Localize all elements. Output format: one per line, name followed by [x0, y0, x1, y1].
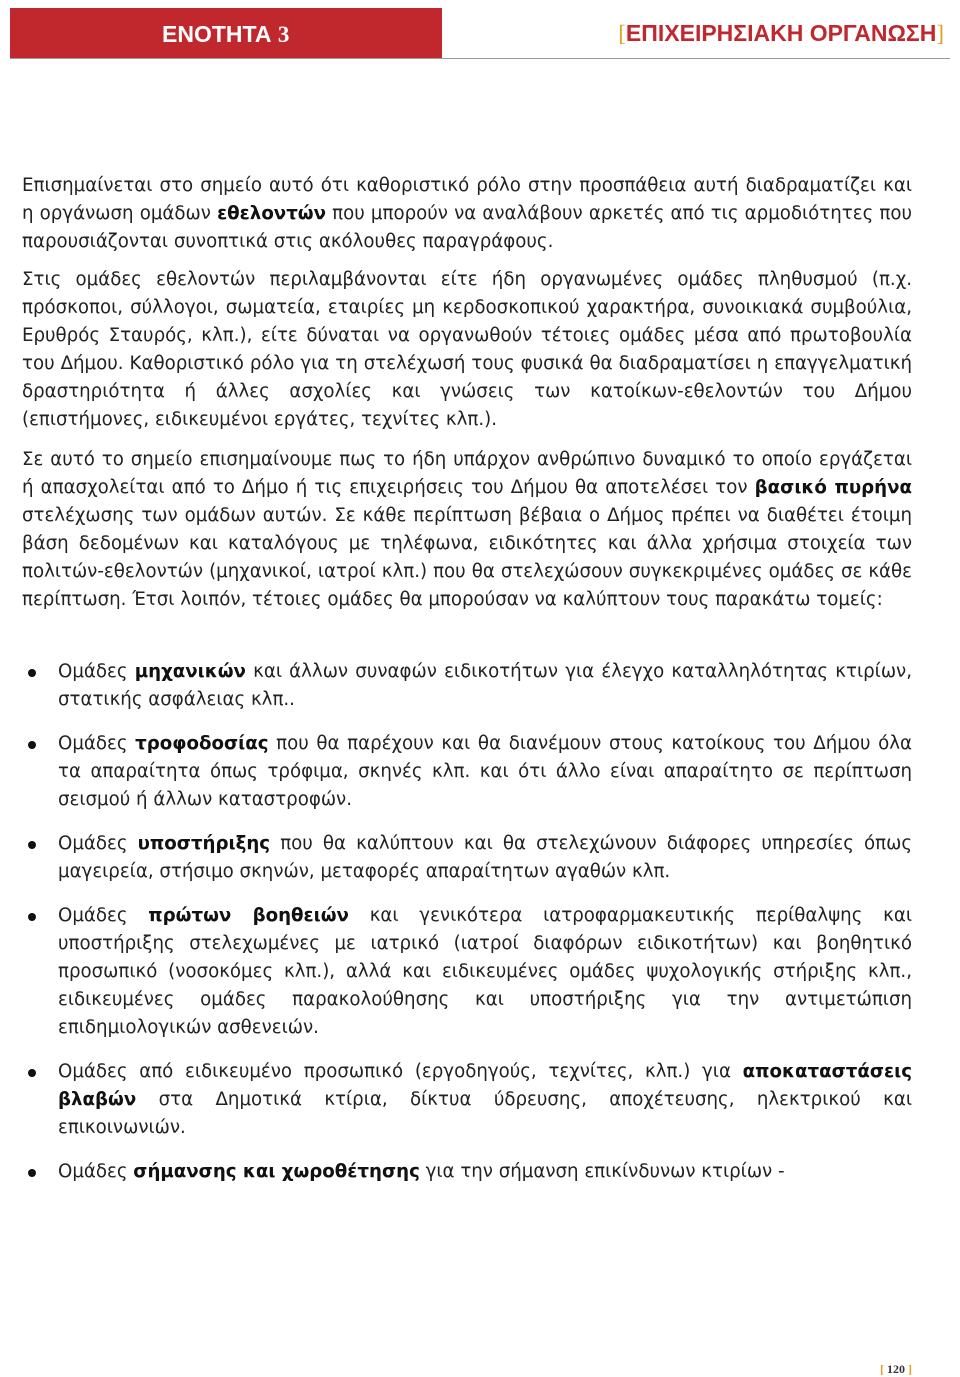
text-run: που μπορούν να αναλάβουν αρκετές από τις αρμοδιότητες που παρουσιάζονται συνοπτικά στις ακόλουθες παραγράφους. — [22, 203, 912, 252]
text-run: Ομάδες — [58, 733, 136, 754]
list-item — [22, 1158, 912, 1186]
list-item — [22, 1058, 912, 1142]
text-run: Στις ομάδες εθελοντών περιλαμβάνονται είτε ήδη οργανωμένες ομάδες πληθυσμού (π.χ. πρόσκοποι, σύλλογοι, σωματεία, εταιρίες μη κερδοσκοπικού χαρακτήρα, συνοικιακά συμβούλια, Ερυθρός Σταυρός, κλπ.), είτε δύναται να οργανωθούν τέτοιες ομάδες μέσα από πρωτοβουλία του Δήμου. Καθοριστικό ρόλο για τη στελέχωσή τους φυσικά θα διαδραματίσει η επαγγελματική δραστηριότητα ή άλλες ασχολίες και γνώσεις των κατοίκων-εθελοντών του Δήμου (επιστήμονες, ειδικευμένοι εργάτες, τεχνίτες κλπ.). — [22, 269, 912, 430]
emphasis-text: πρώτων βοηθειών — [148, 905, 349, 926]
section-label-box — [10, 8, 442, 58]
text-run: Ομάδες — [58, 833, 138, 854]
list-item-text — [58, 833, 912, 882]
team-types-list — [22, 658, 912, 1186]
page-number — [880, 1362, 912, 1377]
text-run: Ομάδες — [58, 661, 135, 682]
paragraph-core-staff — [22, 446, 912, 614]
emphasis-text: υποστήριξης — [137, 833, 271, 854]
emphasis-text: αποκαταστάσεις βλαβών — [58, 1061, 912, 1110]
list-item-text — [58, 905, 912, 1038]
list-item — [22, 730, 912, 814]
text-run: και άλλων συναφών ειδικοτήτων για έλεγχο καταλληλότητας κτιρίων, στατικής ασφάλειας κλπ.. — [58, 661, 912, 710]
text-run: που θα καλύπτουν και θα στελεχώνουν διάφορες υπηρεσίες όπως μαγειρεία, στήσιμο σκηνών, μεταφορές απαραίτητων αγαθών κλπ. — [58, 833, 913, 882]
list-item-text — [58, 733, 912, 810]
page-number-value: 120 — [887, 1362, 905, 1376]
section-number: 3 — [277, 22, 290, 47]
text-run: Ομάδες — [58, 905, 149, 926]
text-run: που θα παρέχουν και θα διανέμουν στους κατοίκους του Δήμου όλα τα απαραίτητα όπως τρόφιμα, σκηνές κλπ. και ότι άλλο είναι απαραίτητο σε περίπτωση σεισμού ή άλλων καταστροφών. — [58, 733, 912, 810]
header-divider — [10, 58, 950, 59]
page-number-bracket-open: [ — [880, 1362, 884, 1376]
text-run: για την σήμανση επικίνδυνων κτιρίων - — [419, 1161, 785, 1182]
bullet-icon — [28, 1169, 36, 1177]
document-body — [22, 172, 912, 1202]
section-title — [618, 20, 944, 47]
paragraph-volunteer-groups — [22, 266, 912, 434]
text-run: Ομάδες — [58, 1161, 134, 1182]
emphasis-text: τροφοδοσίας — [135, 733, 269, 754]
list-item — [22, 902, 912, 1042]
list-item-text — [58, 661, 912, 710]
section-title-bracket-open: [ — [618, 21, 626, 46]
list-item-text — [58, 1161, 785, 1182]
list-item — [22, 658, 912, 714]
emphasis-text: εθελοντών — [217, 203, 327, 224]
bullet-icon — [28, 1069, 36, 1077]
bullet-icon — [28, 741, 36, 749]
list-item-text — [58, 1061, 912, 1138]
bullet-icon — [28, 841, 36, 849]
text-run: στα Δημοτικά κτίρια, δίκτυα ύδρευσης, αποχέτευσης, ηλεκτρικού και επικοινωνιών. — [58, 1089, 912, 1138]
paragraph-volunteers — [22, 172, 912, 256]
text-run: Επισημαίνεται στο σημείο αυτό ότι καθοριστικό ρόλο στην προσπάθεια αυτή διαδραματίζει και η οργάνωση ομάδων — [22, 175, 912, 224]
emphasis-text: μηχανικών — [134, 661, 246, 682]
emphasis-text: σήμανσης και χωροθέτησης — [133, 1161, 420, 1182]
text-run: Σε αυτό το σημείο επισημαίνουμε πως το ήδη υπάρχον ανθρώπινο δυναμικό το οποίο εργάζεται ή απασχολείται από το Δήμο ή τις επιχειρήσεις του Δήμου θα αποτελέσει τον — [22, 449, 912, 498]
section-label: ΕΝΟΤΗΤΑ — [162, 21, 272, 47]
text-run: Ομάδες από ειδικευμένο προσωπικό (εργοδηγούς, τεχνίτες, κλπ.) για — [58, 1061, 743, 1082]
text-run: και γενικότερα ιατροφαρμακευτικής περίθαλψης και υποστήριξης στελεχωμένες με ιατρικό (ιατροί διαφόρων ειδικοτήτων) και βοηθητικό προσωπικό (νοσοκόμες κλπ.), αλλά και ειδικευμένες ομάδες ψυχολογικής στήριξης κλπ., ειδικευμένες ομάδες παρακολούθησης και υποστήριξης για την αντιμετώπιση επιδημιολογικών ασθενειών. — [58, 905, 912, 1038]
bullet-icon — [28, 913, 36, 921]
list-item — [22, 830, 912, 886]
section-title-text: ΕΠΙΧΕΙΡΗΣΙΑΚΗ ΟΡΓΑΝΩΣΗ — [625, 20, 937, 46]
bullet-icon — [28, 669, 36, 677]
section-title-bracket-close: ] — [936, 21, 944, 46]
text-run: στελέχωσης των ομάδων αυτών. Σε κάθε περίπτωση βέβαια ο Δήμος πρέπει να διαθέτει έτοιμη βάση δεδομένων και καταλόγους με τηλέφωνα, ειδικότητες και άλλα χρήσιμα στοιχεία των πολιτών-εθελοντών (μηχανικοί, ιατροί κλπ.) που θα στελεχώσουν συγκεκριμένες ομάδες σε κάθε περίπτωση. Έτσι λοιπόν, τέτοιες ομάδες θα μπορούσαν να καλύπτουν τους παρακάτω τομείς: — [22, 505, 912, 610]
emphasis-text: βασικό πυρήνα — [754, 477, 912, 498]
page-number-bracket-close: ] — [908, 1362, 912, 1376]
